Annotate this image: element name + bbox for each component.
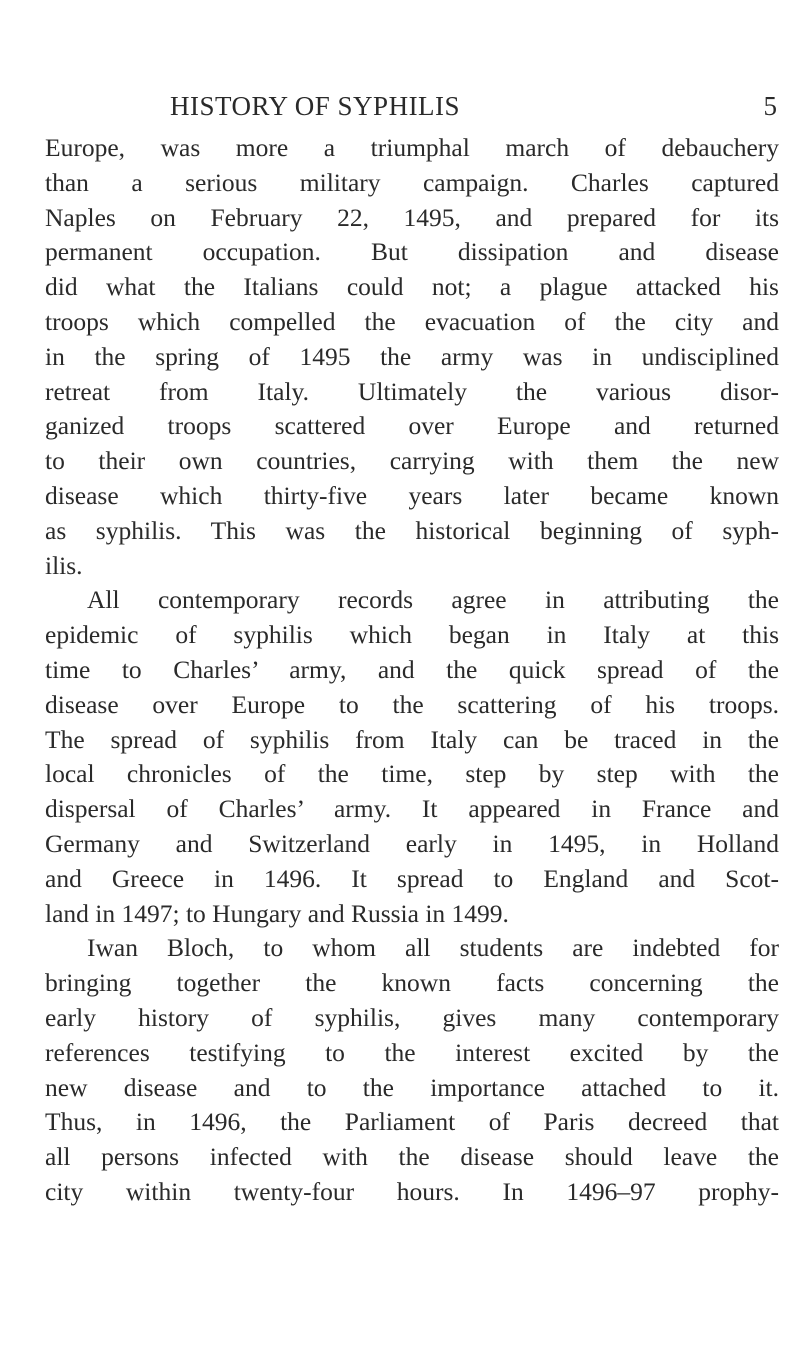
text-line: troops which compelled the evacuation of the city and	[45, 306, 779, 336]
text-line: land in 1497; to Hungary and Russia in 1499.	[45, 898, 509, 928]
text-line: to their own countries, carrying with them the new	[45, 446, 779, 476]
text-line: Thus, in 1496, the Parliament of Paris decreed that	[45, 1107, 779, 1137]
text-line: all persons infected with the disease should leave the	[45, 1142, 779, 1172]
text-line: dispersal of Charles’ army. It appeared in France and	[45, 794, 779, 824]
text-line: permanent occupation. But dissipation and disease	[45, 237, 779, 267]
text-line: disease which thirty-five years later became known	[45, 480, 779, 510]
text-line: in the spring of 1495 the army was in undisciplined	[45, 341, 779, 371]
text-line: new disease and to the importance attached to it.	[45, 1072, 779, 1102]
text-line: city within twenty-four hours. In 1496–97 prophy-	[45, 1176, 779, 1206]
text-line: ilis.	[45, 550, 83, 580]
text-line: bringing together the known facts concerning the	[45, 968, 779, 998]
text-line: references testifying to the interest excited by the	[45, 1037, 779, 1067]
text-line: All contemporary records agree in attributing the	[87, 585, 779, 615]
text-line: disease over Europe to the scattering of his troops.	[45, 689, 779, 719]
text-line: time to Charles’ army, and the quick spread of the	[45, 654, 779, 684]
text-line: as syphilis. This was the historical beginning of syph-	[45, 515, 779, 545]
text-line: and Greece in 1496. It spread to England and Scot-	[45, 863, 779, 893]
text-line: epidemic of syphilis which began in Italy at this	[45, 620, 779, 650]
text-line: retreat from Italy. Ultimately the various disor-	[45, 376, 779, 406]
running-title: HISTORY OF SYPHILIS	[170, 91, 461, 121]
text-line: The spread of syphilis from Italy can be traced in the	[45, 724, 779, 754]
page-header	[170, 86, 777, 126]
text-line: ganized troops scattered over Europe and returned	[45, 411, 779, 441]
text-line: early history of syphilis, gives many contemporary	[45, 1002, 779, 1032]
text-line: Naples on February 22, 1495, and prepared for its	[45, 202, 779, 232]
text-line: local chronicles of the time, step by step with the	[45, 759, 779, 789]
text-line: Europe, was more a triumphal march of debauchery	[45, 133, 779, 162]
text-line: Germany and Switzerland early in 1495, in Holland	[45, 828, 779, 858]
text-line: Iwan Bloch, to whom all students are indebted for	[87, 933, 779, 963]
text-line: did what the Italians could not; a plague attacked his	[45, 272, 779, 302]
body-text	[45, 131, 779, 1210]
text-line: than a serious military campaign. Charles captured	[45, 167, 779, 197]
page-number: 5	[763, 91, 777, 121]
